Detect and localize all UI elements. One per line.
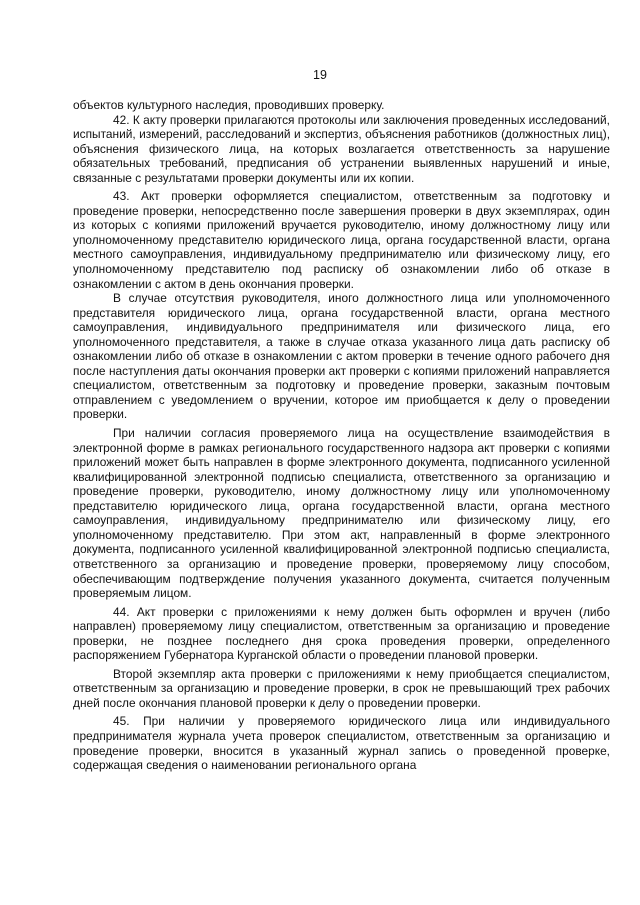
- paragraph-item-43: 43. Акт проверки оформляется специалистом, ответственным за подготовку и проведение проверки, непосредственно после завершения проверки в двух экземплярах, один из которых с копиями приложений вручается руководителю, иному должностному лицу или уполномоченному представителю юридического лица, органа государственной власти, органа местного самоуправления, индивидуальному предпринимателю или физическому лицу, его уполномоченному представителю под расписку об ознакомлении либо об отказе в ознакомлении с актом в день окончания проверки.: [73, 189, 610, 291]
- paragraph-item-42: 42. К акту проверки прилагаются протоколы или заключения проведенных исследований, испытаний, измерений, расследований и экспертиз, объяснения работников (должностных лиц), объяснения физического лица, на которых возлагается ответственность за нарушение обязательных требований, предписания об устранении выявленных нарушений и иные, связанные с результатами проверки документы или их копии.: [73, 112, 610, 185]
- document-body: [73, 98, 610, 773]
- paragraph-item-43-electronic: При наличии согласия проверяемого лица на осуществление взаимодействия в электронной форме в рамках регионального государственного надзора акт проверки с копиями приложений может быть направлен в форме электронного документа, подписанного усиленной квалифицированной электронной подписью специалиста, ответственного за организацию и проведение проверки, руководителю, иному должностному лицу или уполномоченному представителю юридического лица, органа государственной власти, органа местного самоуправления, индивидуальному предпринимателю или физическому лицу, его уполномоченному представителю. При этом акт, направленный в форме электронного документа, подписанного усиленной квалифицированной электронной подписью специалиста, ответственного за организацию и проведение проверки, проверяемому лицу способом, обеспечивающим подтверждение получения указанного документа, считается полученным проверяемым лицом.: [73, 426, 610, 601]
- paragraph-item-44-second-copy: Второй экземпляр акта проверки с приложениями к нему приобщается специалистом, ответственным за организацию и проведение проверки, в срок не превышающий трех рабочих дней после окончания плановой проверки к делу о проведении проверки.: [73, 666, 610, 710]
- paragraph-continuation: объектов культурного наследия, проводивших проверку.: [73, 98, 385, 112]
- page-number: 19: [313, 68, 327, 82]
- paragraph-item-45: 45. При наличии у проверяемого юридического лица или индивидуального предпринимателя журнала учета проверок специалистом, ответственным за организацию и проведение проверки, вносится в указанный журнал запись о проведенной проверке, содержащая сведения о наименовании регионального органа: [73, 714, 610, 773]
- paragraph-item-43-absence: В случае отсутствия руководителя, иного должностного лица или уполномоченного представителя юридического лица, органа государственной власти, органа местного самоуправления, индивидуального предпринимателя или физического лица, его уполномоченного представителя, а также в случае отказа указанного лица дать расписку об ознакомлении либо об отказе в ознакомлении с актом проверки в течение одного рабочего дня после наступления даты окончания проверки акт проверки с копиями приложений направляется специалистом, ответственным за подготовку и проведение проверки, заказным почтовым отправлением с уведомлением о вручении, которое им приобщается к делу о проведении проверки.: [73, 291, 610, 422]
- paragraph-item-44: 44. Акт проверки с приложениями к нему должен быть оформлен и вручен (либо направлен) проверяемому лицу специалистом, ответственным за организацию и проведение проверки, не позднее последнего дня срока проведения проверки, определенного распоряжением Губернатора Курганской области о проведении плановой проверки.: [73, 604, 610, 663]
